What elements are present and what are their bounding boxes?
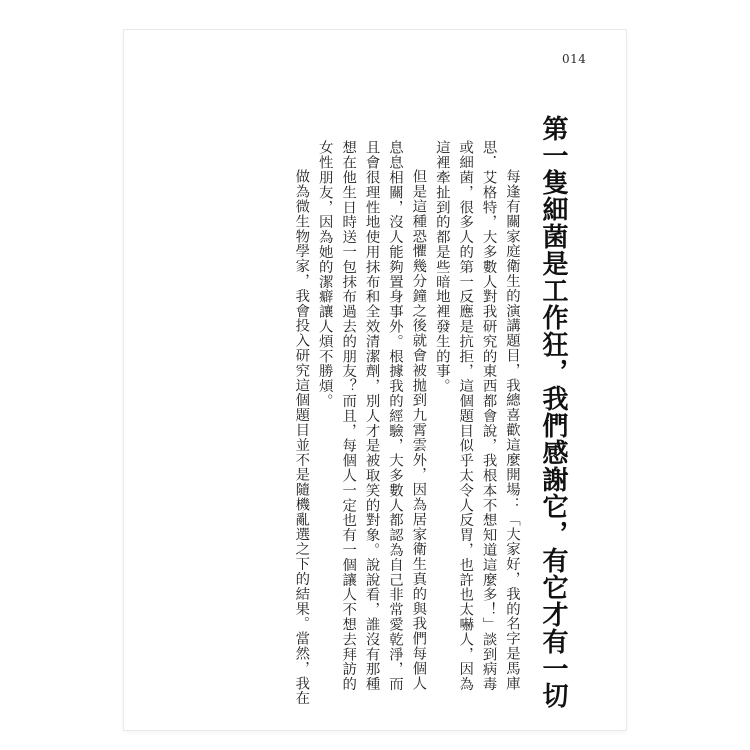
text-line: 女性朋友，因為她的潔癖讓人煩不勝煩。 [316, 140, 333, 409]
page-number: 014 [562, 52, 587, 66]
text-line: 但是這種恐懼幾分鐘之後就會被拋到九霄雲外，因為居家衛生真的與我們每個人 [410, 168, 427, 691]
text-line: 息息相關，沒人能夠置身事外。根據我的經驗，大多數人都認為自己非常愛乾淨，而 [386, 140, 403, 692]
body-text [289, 140, 523, 706]
text-line: 且會很理性地使用抹布和全效清潔劑，別人才是被取笑的對象。說說看，誰沒有那種 [363, 140, 380, 692]
text-line: 思．艾格特，大多數人對我研究的東西都會說，我根本不想知道這麼多！」談到病毒 [480, 140, 497, 692]
chapter-title: 第一隻細菌是工作狂，我們感謝它，有它才有一切 [538, 115, 568, 709]
text-line: 每逢有關家庭衛生的演講題目，我總喜歡這麼開場：「大家好，我的名字是馬庫 [504, 168, 520, 691]
text-line: 這裡牽扯到的都是些暗地裡發生的事。 [433, 140, 450, 394]
text-line: 做為微生物學家，我會投入研究這個題目並不是隨機亂選之下的結果。當然，我在 [293, 168, 310, 706]
text-line: 想在他生日時送一包抹布過去的朋友？而且，每個人一定也有一個讓人不想去拜訪的 [340, 140, 357, 692]
text-line: 或細菌，很多人的第一反應是抗拒，這個題目似乎太令人反胃，也許也太嚇人，因為 [457, 140, 474, 692]
